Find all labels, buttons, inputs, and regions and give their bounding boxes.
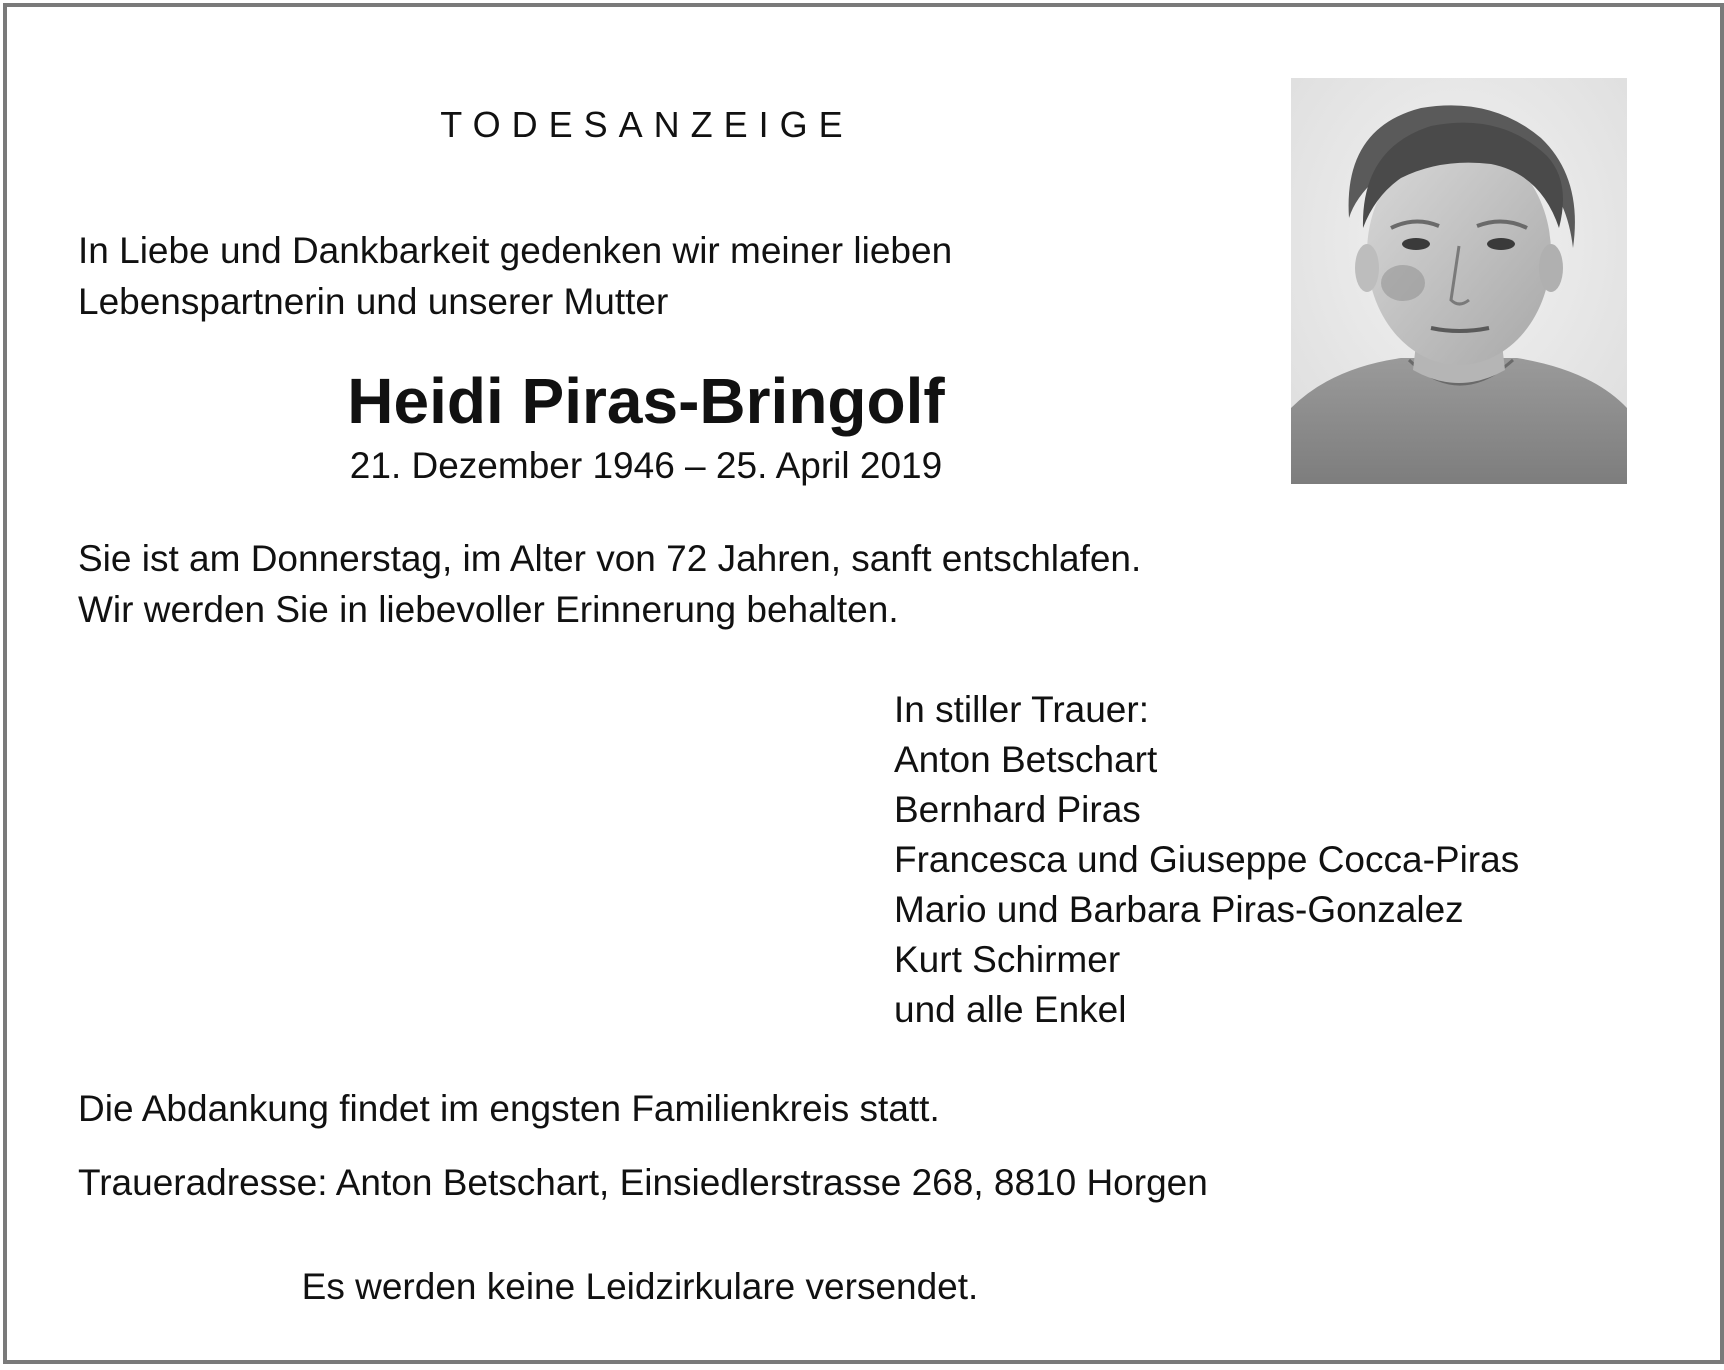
statement-text — [78, 533, 1141, 635]
intro-line: Lebenspartnerin und unserer Mutter — [78, 281, 669, 322]
mourner-name: und alle Enkel — [894, 989, 1127, 1030]
mourner-name: Bernhard Piras — [894, 789, 1141, 830]
mourner-name: Anton Betschart — [894, 739, 1158, 780]
mourner-name: Kurt Schirmer — [894, 939, 1121, 980]
life-dates: 21. Dezember 1946 – 25. April 2019 — [349, 445, 943, 486]
portrait-photo — [1291, 78, 1627, 484]
statement-line: Wir werden Sie in liebevoller Erinnerung behalten. — [78, 589, 899, 630]
address-text: Traueradresse: Anton Betschart, Einsiedlerstrasse 268, 8810 Horgen — [78, 1162, 1208, 1203]
mourner-name: Francesca und Giuseppe Cocca-Piras — [894, 839, 1520, 880]
notice-frame — [3, 3, 1724, 1364]
mourners-title: In stiller Trauer: — [894, 689, 1149, 730]
notice-heading: TODESANZEIGE — [440, 104, 854, 145]
mourner-name: Mario und Barbara Piras-Gonzalez — [894, 889, 1464, 930]
intro-text — [78, 225, 952, 327]
portrait-illustration — [1291, 78, 1627, 484]
mourners-list — [894, 685, 1519, 1035]
intro-line: In Liebe und Dankbarkeit gedenken wir meiner lieben — [78, 230, 953, 271]
deceased-name: Heidi Piras-Bringolf — [347, 365, 945, 437]
statement-line: Sie ist am Donnerstag, im Alter von 72 Jahren, sanft entschlafen. — [78, 538, 1142, 579]
footer-text: Es werden keine Leidzirkulare versendet. — [301, 1266, 979, 1307]
service-text: Die Abdankung findet im engsten Familienkreis statt. — [78, 1088, 940, 1129]
